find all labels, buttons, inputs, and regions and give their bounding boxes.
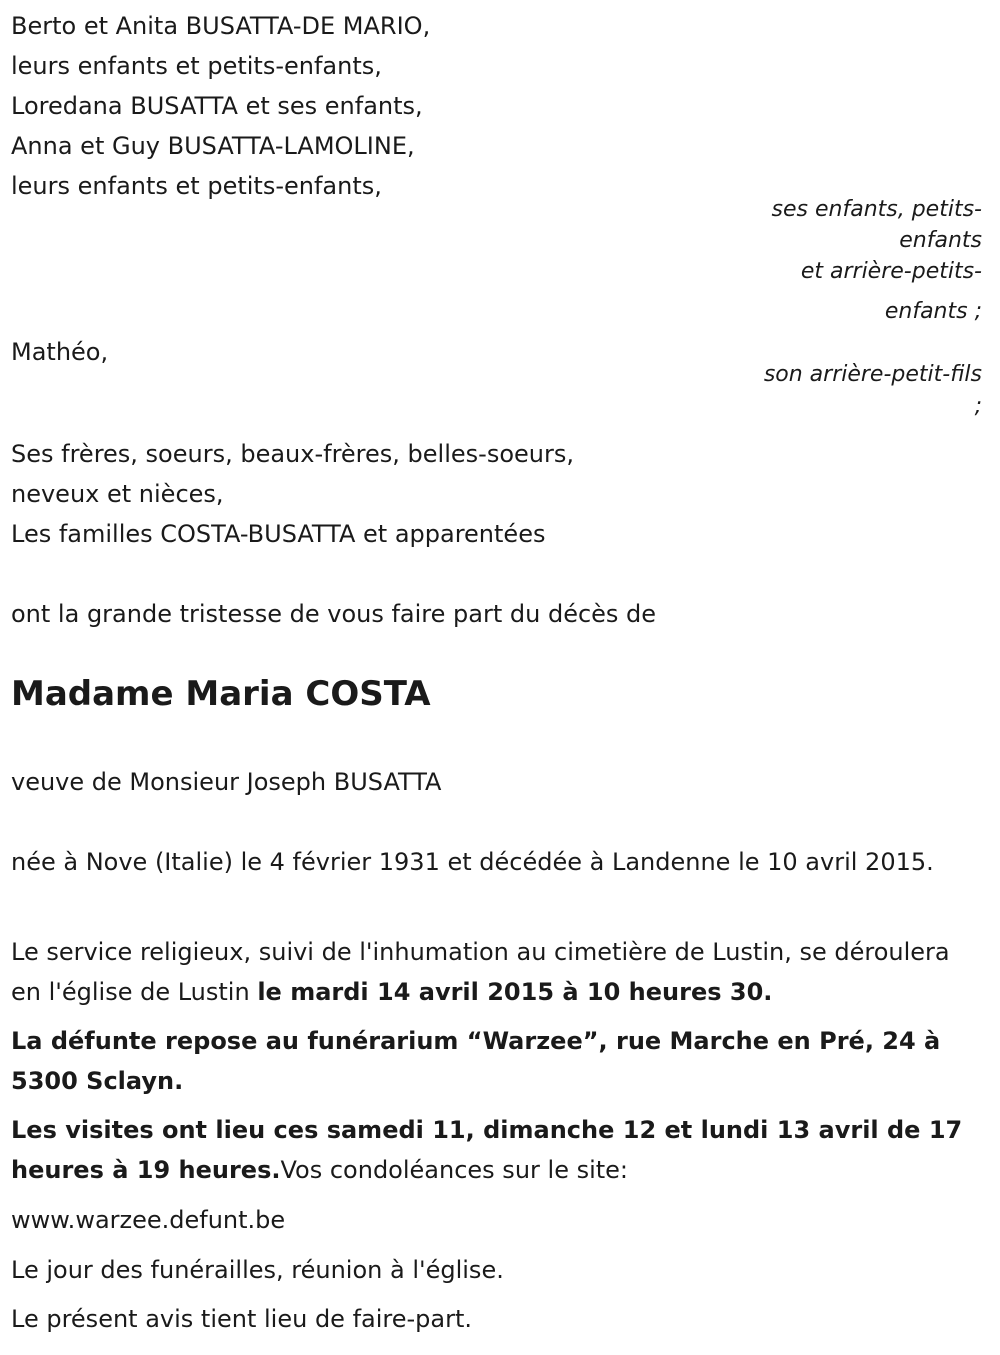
- funerarium-info: La défunte repose au funérarium “Warzee”, rue Marche en Pré, 24 à 5300 Sclayn.: [11, 1027, 941, 1095]
- families-line: Les familles COSTA-BUSATTA et apparentées: [11, 520, 546, 548]
- relation-great-grandson: [742, 355, 982, 419]
- deceased-name: Madame Maria COSTA: [11, 674, 431, 714]
- relation-line-3: et arrière-petits-: [800, 259, 982, 284]
- website[interactable]: [11, 1200, 285, 1240]
- service-text: Le service religieux, suivi de l'inhumation au cimetière de Lustin, se déroulera en l'église de Lustin: [11, 938, 950, 1006]
- relation-line-6: ;: [974, 394, 982, 419]
- relation-line-4: enfants ;: [884, 299, 982, 324]
- website-link[interactable]: www.warzee.defunt.be: [11, 1206, 286, 1234]
- notice-text: Le présent avis tient lieu de faire-part.: [11, 1305, 473, 1333]
- family-block-3: [11, 434, 574, 554]
- family-line-5: leurs enfants et petits-enfants,: [11, 172, 382, 200]
- family-block-1: [11, 6, 430, 206]
- funeral-day: [11, 1250, 504, 1290]
- great-grandson-name: Mathéo,: [11, 338, 109, 366]
- relation-line-5: son arrière-petit-fils: [763, 362, 982, 387]
- widow-of-text: veuve de Monsieur Joseph BUSATTA: [11, 768, 442, 796]
- family-block-2: [11, 332, 108, 372]
- funeral-day-text: Le jour des funérailles, réunion à l'église.: [11, 1256, 504, 1284]
- service-date: le mardi 14 avril 2015 à 10 heures 30.: [257, 978, 773, 1006]
- visits-bold: Les visites ont lieu ces samedi 11, dimanche 12 et lundi 13 avril de 17 heures à 19 heures.: [11, 1116, 963, 1184]
- relation-line-1: ses enfants, petits-: [771, 197, 982, 222]
- family-line-4: Anna et Guy BUSATTA-LAMOLINE,: [11, 132, 415, 160]
- family-line-1: Berto et Anita BUSATTA-DE MARIO,: [11, 12, 431, 40]
- announcement-text: ont la grande tristesse de vous faire part du décès de: [11, 600, 657, 628]
- relation-line-2: enfants: [899, 228, 982, 253]
- birth-death: née à Nove (Italie) le 4 février 1931 et décédée à Landenne le 10 avril 2015.: [11, 848, 934, 876]
- family-line-2: leurs enfants et petits-enfants,: [11, 52, 382, 80]
- siblings-line: Ses frères, soeurs, beaux-frères, belles-soeurs,: [11, 440, 574, 468]
- visits-info: [11, 1110, 971, 1190]
- announcement: [11, 594, 656, 634]
- notice: [11, 1299, 472, 1339]
- service-info: [11, 932, 971, 1012]
- condolences-text: Vos condoléances sur le site:: [280, 1156, 629, 1184]
- nephews-line: neveux et nièces,: [11, 480, 224, 508]
- relation-children: [742, 190, 982, 332]
- widow-of: [11, 762, 441, 802]
- family-line-3: Loredana BUSATTA et ses enfants,: [11, 92, 423, 120]
